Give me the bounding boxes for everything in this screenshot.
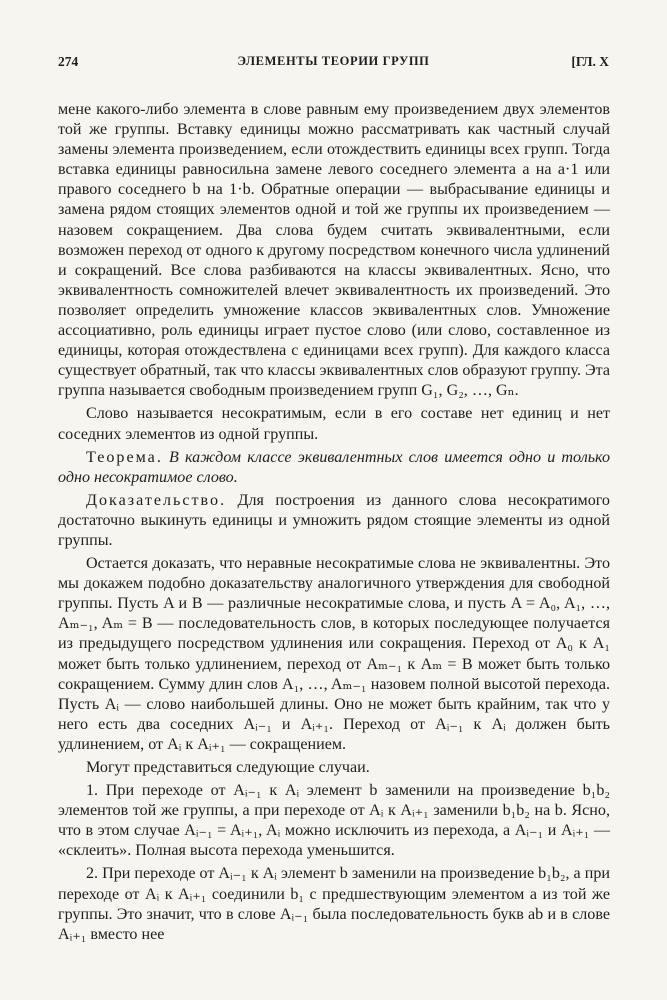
theorem [58,448,610,488]
page-number: 274 [58,54,79,69]
paragraph-case-1: 1. При переходе от Aᵢ₋₁ к Aᵢ элемент b заменили на произведение b₁b₂ элементов той же группы, а при переходе от Aᵢ к Aᵢ₊₁ заменили b₁b₂ на b. Ясно, что в этом случае Aᵢ₋₁ = Aᵢ₊₁, Aᵢ можно исключить из перехода, а Aᵢ₋₁ и Aᵢ₊₁ — «склеить». Полная высота перехода уменьшится. [58,782,610,860]
body-text [58,100,610,948]
proof-label: Доказательство. [86,491,227,509]
theorem-label: Теорема. [86,448,163,466]
proof [58,491,610,551]
running-title: ЭЛЕМЕНТЫ ТЕОРИИ ГРУПП [237,54,430,68]
running-header [58,54,609,78]
paragraph-continued: мене какого-либо элемента в слове равным ему произведением двух элементов той же группы. Вставку единицы можно рассматривать как частный случай замены элемента произведением, если отождествить единицы всех групп. Тогда вставка единицы равносильна замене левого соседнего элемента a на a·1 или правого соседнего b на 1·b. Обратные операции — выбрасывание единицы и замена рядом стоящих элементов одной и той же группы их произведением — назовем сокращением. Два слова будем считать эквивалентными, если возможен переход от одного к другому посредством конечного числа удлинений и сокращений. Все слова разбиваются на классы эквивалентных. Ясно, что эквивалентность сомножителей влечет эквивалентность их произведений. Это позволяет определить умножение классов эквивалентных слов. Умножение ассоциативно, роль единицы играет пустое слово (или слово, составленное из единицы, которая отождествлена с единицами всех групп). Для каждого класса существует обратный, так что классы эквивалентных слов образуют группу. Эта группа называется свободным произведением групп G₁, G₂, …, Gₙ. [58,101,610,400]
proof-text: Для построения из данного слова несократимого достаточно выкинуть единицы и умножить рядом стоящие элементы из одной группы. [58,491,610,549]
theorem-statement: В каждом классе эквивалентных слов имеется одно и только одно несократимое слово. [58,448,611,486]
paragraph-argument: Остается доказать, что неравные несократимые слова не эквивалентны. Это мы докажем подобно доказательству аналогичного утверждения для свободной группы. Пусть A и B — различные несократимые слова, и пусть A = A₀, A₁, …, Aₘ₋₁, Aₘ = B — последовательность слов, в которых последующее получается из предыдущего посредством удлинения или сокращения. Переход от A₀ к A₁ может быть только удлинением, переход от Aₘ₋₁ к Aₘ = B может быть только сокращением. Сумму длин слов A₁, …, Aₘ₋₁ назовем полной высотой перехода. Пусть Aᵢ — слово наибольшей длины. Оно не может быть крайним, так что у него есть два соседних Aᵢ₋₁ и Aᵢ₊₁. Переход от Aᵢ₋₁ к Aᵢ должен быть удлинением, от Aᵢ к Aᵢ₊₁ — сокращением. [58,555,610,753]
paragraph-definition: Слово называется несократимым, если в его составе нет единиц и нет соседних элементов из одной группы. [58,405,610,443]
paragraph-cases-intro: Могут представиться следующие случаи. [86,759,370,776]
paragraph-case-2: 2. При переходе от Aᵢ₋₁ к Aᵢ элемент b заменили на произведение b₁b₂, а при переходе от Aᵢ к Aᵢ₊₁ соединили b₁ с предшествующим элементом a из той же группы. Это значит, что в слове Aᵢ₋₁ была последовательность букв ab и в слове Aᵢ₊₁ вместо нее [58,865,610,943]
chapter-label: [ГЛ. X [571,54,609,69]
